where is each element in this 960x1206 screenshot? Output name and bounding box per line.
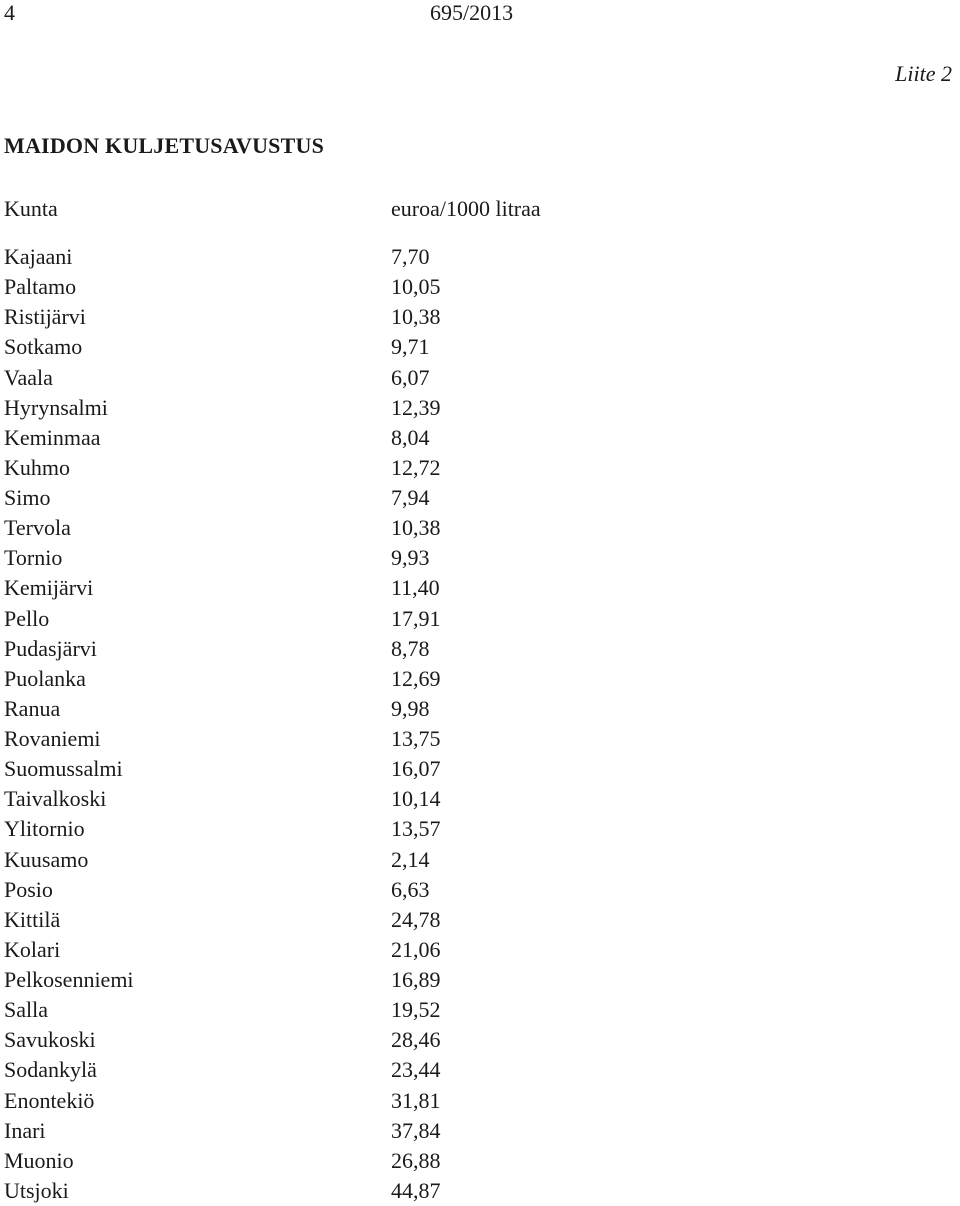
amount-value: 24,78	[391, 906, 441, 932]
municipality-name: Paltamo	[4, 274, 77, 300]
table-header	[0, 196, 960, 224]
table-row	[0, 1086, 960, 1116]
municipality-name: Enontekiö	[4, 1087, 95, 1113]
table-row	[0, 965, 960, 995]
municipality-name: Tervola	[4, 515, 71, 541]
document-reference: 695/2013	[430, 0, 514, 25]
municipality-name: Posio	[4, 876, 53, 902]
municipality-name: Ranua	[4, 695, 61, 721]
municipality-name: Kolari	[4, 936, 61, 962]
municipality-name: Ylitornio	[4, 816, 85, 842]
table-row	[0, 483, 960, 513]
table-row	[0, 995, 960, 1025]
page-number: 4	[4, 0, 15, 25]
municipality-name: Vaala	[4, 364, 53, 390]
municipality-name: Kemijärvi	[4, 575, 94, 601]
municipality-name: Salla	[4, 997, 48, 1023]
table-row	[0, 543, 960, 573]
table-row	[0, 875, 960, 905]
table-row	[0, 814, 960, 844]
amount-value: 12,72	[391, 454, 441, 480]
table-row	[0, 845, 960, 875]
municipality-name: Simo	[4, 485, 51, 510]
amount-value: 19,52	[391, 997, 441, 1023]
table-row	[0, 604, 960, 634]
amount-value: 7,94	[391, 485, 430, 510]
amount-value: 8,04	[391, 424, 430, 450]
column-header-amount: euroa/1000 litraa	[391, 196, 541, 221]
amount-value: 28,46	[391, 1027, 441, 1053]
amount-value: 26,88	[391, 1147, 441, 1173]
amount-value: 7,70	[391, 244, 430, 269]
municipality-name: Utsjoki	[4, 1177, 69, 1203]
municipality-name: Suomussalmi	[4, 756, 123, 782]
municipality-name: Kuhmo	[4, 454, 70, 480]
table-row	[0, 1025, 960, 1055]
municipality-name: Inari	[4, 1117, 46, 1143]
municipality-name: Kajaani	[4, 244, 73, 269]
municipality-name: Ristijärvi	[4, 304, 86, 330]
municipality-name: Kuusamo	[4, 846, 89, 872]
municipality-name: Sotkamo	[4, 334, 83, 360]
table-row	[0, 393, 960, 423]
municipality-name: Taivalkoski	[4, 786, 107, 812]
amount-value: 31,81	[391, 1087, 441, 1113]
amount-value: 10,14	[391, 786, 441, 812]
table-row	[0, 332, 960, 362]
amount-value: 12,69	[391, 665, 441, 691]
table-row	[0, 1116, 960, 1146]
table-row	[0, 453, 960, 483]
table-body	[0, 242, 960, 1206]
document-title: MAIDON KULJETUSAVUSTUS	[4, 133, 325, 158]
table-row	[0, 1055, 960, 1085]
amount-value: 9,93	[391, 545, 430, 571]
amount-value: 6,07	[391, 364, 430, 390]
municipality-name: Rovaniemi	[4, 726, 101, 751]
municipality-name: Pelkosenniemi	[4, 967, 134, 992]
municipality-name: Hyrynsalmi	[4, 394, 108, 420]
municipality-name: Keminmaa	[4, 424, 101, 450]
table-row	[0, 664, 960, 694]
amount-value: 21,06	[391, 936, 441, 962]
amount-value: 16,07	[391, 756, 441, 782]
amount-value: 16,89	[391, 967, 441, 992]
table-row	[0, 513, 960, 543]
amount-value: 6,63	[391, 876, 430, 902]
table-row	[0, 573, 960, 603]
table-row	[0, 905, 960, 935]
table-row	[0, 242, 960, 272]
amount-value: 10,38	[391, 515, 441, 541]
municipality-name: Sodankylä	[4, 1057, 97, 1083]
amount-value: 13,75	[391, 726, 441, 751]
table-row	[0, 363, 960, 393]
municipality-name: Muonio	[4, 1147, 74, 1173]
amount-value: 2,14	[391, 846, 430, 872]
municipality-name: Pudasjärvi	[4, 635, 97, 661]
column-header-municipality: Kunta	[4, 196, 58, 221]
amount-value: 23,44	[391, 1057, 441, 1083]
table-row	[0, 634, 960, 664]
amount-value: 9,98	[391, 695, 430, 721]
amount-value: 8,78	[391, 635, 430, 661]
table-row	[0, 302, 960, 332]
municipality-name: Kittilä	[4, 906, 61, 932]
table-row	[0, 754, 960, 784]
appendix-label: Liite 2	[895, 61, 952, 86]
table-row	[0, 272, 960, 302]
amount-value: 12,39	[391, 394, 441, 420]
municipality-name: Tornio	[4, 545, 63, 571]
amount-value: 11,40	[391, 575, 440, 601]
amount-value: 37,84	[391, 1117, 441, 1143]
amount-value: 10,05	[391, 274, 441, 300]
table-row	[0, 784, 960, 814]
amount-value: 13,57	[391, 816, 441, 842]
table-row	[0, 1146, 960, 1176]
table-row	[0, 423, 960, 453]
amount-value: 44,87	[391, 1177, 441, 1203]
table-row	[0, 935, 960, 965]
municipality-name: Savukoski	[4, 1027, 96, 1053]
amount-value: 9,71	[391, 334, 430, 360]
amount-value: 10,38	[391, 304, 441, 330]
table-row	[0, 1176, 960, 1206]
table-row	[0, 694, 960, 724]
table-row	[0, 724, 960, 754]
municipality-name: Puolanka	[4, 665, 86, 691]
municipality-name: Pello	[4, 605, 50, 631]
amount-value: 17,91	[391, 605, 441, 631]
